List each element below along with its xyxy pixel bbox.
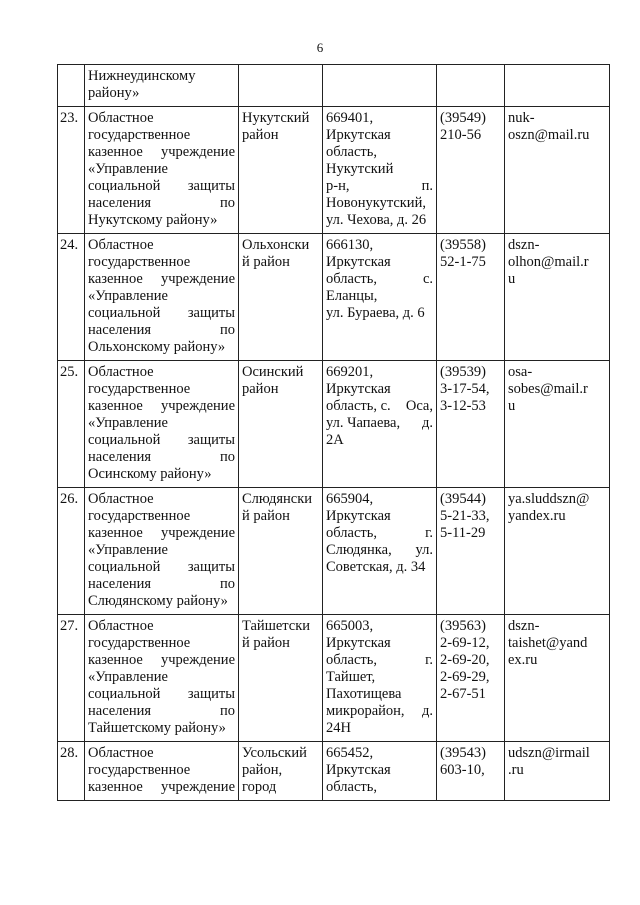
institution-name-line: населения по [88,195,235,211]
address [323,234,437,361]
phone-line: 210-56 [440,127,482,143]
institution-name [85,361,239,488]
institution-name-line: государственное [88,762,191,778]
district [239,488,323,615]
institution-name [85,488,239,615]
email-line: osa- [508,364,533,380]
institution-name-line: «Управление [88,415,168,431]
district [239,615,323,742]
institution-name-line: государственное [88,127,191,143]
row-number [58,65,85,107]
email [505,742,610,801]
address-line: Иркутская [326,254,391,270]
table-row [58,107,610,234]
institutions-table [57,64,610,801]
address [323,742,437,801]
page-number: 6 [316,40,324,55]
phone-line: (39544) [440,491,486,507]
district-line: Усольский [242,745,307,761]
institution-name-line: Областное [88,745,154,761]
phone [437,742,505,801]
district [239,742,323,801]
district-line: й район [242,508,290,524]
institution-name-line: «Управление [88,288,168,304]
table-row [58,361,610,488]
district [239,65,323,107]
address [323,65,437,107]
institution-name-line: Областное [88,364,154,380]
district-line: район, [242,762,283,778]
email-line: dszn- [508,237,540,253]
phone-line: 603-10, [440,762,485,778]
address-line: область, г. [326,525,433,541]
address-line: Пахотищева [326,686,402,702]
phone-line: (39539) [440,364,486,380]
institution-name-line: социальной защиты [88,305,235,321]
row-number-line: 26. [60,491,79,507]
email-line: ex.ru [508,652,538,668]
phone-line: 2-67-51 [440,686,486,702]
email-line: nuk- [508,110,535,126]
email-line: udszn@irmail [508,745,590,761]
table-row-continued [58,65,610,107]
institution-name-line: Ольхонскому району» [88,339,226,355]
email-line: ya.sluddszn@ [508,491,590,507]
row-number-line: 27. [60,618,79,634]
institution-name-line: социальной защиты [88,559,235,575]
district-line: город [242,779,277,795]
institution-name-line: «Управление [88,542,168,558]
institution-name-line: государственное [88,381,191,397]
email-line: taishet@yand [508,635,588,651]
address-line: 2А [326,432,344,448]
table-row [58,742,610,801]
address-line: область, [326,779,377,795]
address-line: Тайшет, [326,669,376,685]
address-line: область, г. [326,652,433,668]
institution-name-line: Тайшетскому району» [88,720,226,736]
phone-line: 2-69-12, [440,635,490,651]
phone [437,488,505,615]
institution-name-line: району» [88,85,140,101]
address-line: микрорайон, д. [326,703,433,719]
address-line: Советская, д. 34 [326,559,426,575]
row-number-line: 23. [60,110,79,126]
email-line: u [508,398,516,414]
address-line: 669201, [326,364,374,380]
institution-name-line: Областное [88,618,154,634]
address-line: р-н, п. [326,178,433,194]
address-line: ул. Чехова, д. 26 [326,212,427,228]
institution-name-line: государственное [88,254,191,270]
district-line: Ольхонски [242,237,310,253]
address-line: 666130, [326,237,374,253]
institution-name-line: казенное учреждение [88,144,235,160]
address-line: Иркутская [326,381,391,397]
row-number [58,234,85,361]
institution-name-line: населения по [88,703,235,719]
phone-line: (39563) [440,618,486,634]
email [505,361,610,488]
institution-name-line: казенное учреждение [88,398,235,414]
row-number [58,615,85,742]
institution-name-line: казенное учреждение [88,652,235,668]
email-line: oszn@mail.ru [508,127,590,143]
row-number [58,107,85,234]
institution-name-line: Слюдянскому району» [88,593,228,609]
email-line: olhon@mail.r [508,254,589,270]
email-line: sobes@mail.r [508,381,588,397]
address-line: 24Н [326,720,351,736]
district-line: район [242,127,279,143]
address-line: ул. Бураева, д. 6 [326,305,425,321]
address-line: Иркутская [326,127,391,143]
address-line: Еланцы, [326,288,378,304]
address-line: Иркутская [326,508,391,524]
district-line: Осинский [242,364,304,380]
address [323,615,437,742]
address-line: 665003, [326,618,374,634]
row-number-line: 25. [60,364,79,380]
institution-name [85,742,239,801]
address [323,488,437,615]
institution-name-line: государственное [88,508,191,524]
table-row [58,488,610,615]
institution-name-line: социальной защиты [88,686,235,702]
institution-name-line: Областное [88,491,154,507]
address-line: 665452, [326,745,374,761]
address-line: область, [326,144,377,160]
district [239,234,323,361]
district-line: й район [242,254,290,270]
phone-line: 3-12-53 [440,398,486,414]
district [239,361,323,488]
address-line: Иркутская [326,762,391,778]
institution-name-line: казенное учреждение [88,271,235,287]
institution-name [85,615,239,742]
email [505,615,610,742]
phone-line: (39558) [440,237,486,253]
institution-name-line: казенное учреждение [88,779,235,795]
institution-name-line: Нукутскому району» [88,212,218,228]
address [323,361,437,488]
address-line: 665904, [326,491,374,507]
institution-name-line: Областное [88,110,154,126]
district-line: район [242,381,279,397]
institution-name [85,65,239,107]
address-line: Новонукутский, [326,195,426,211]
district-line: й район [242,635,290,651]
institution-name-line: населения по [88,576,235,592]
address-line: 669401, [326,110,374,126]
phone [437,65,505,107]
row-number [58,361,85,488]
phone [437,107,505,234]
email [505,107,610,234]
address-line: Иркутская [326,635,391,651]
phone-line: (39543) [440,745,486,761]
row-number [58,488,85,615]
institution-name-line: Осинскому району» [88,466,212,482]
email [505,65,610,107]
phone-line: 5-11-29 [440,525,486,541]
institution-name-line: «Управление [88,669,168,685]
email [505,488,610,615]
phone-line: (39549) [440,110,486,126]
institution-name [85,107,239,234]
address-line: ул. Чапаева, д. [326,415,433,431]
institution-name [85,234,239,361]
email-line: u [508,271,516,287]
district [239,107,323,234]
district-line: Слюдянски [242,491,313,507]
phone-line: 52-1-75 [440,254,486,270]
institution-name-line: социальной защиты [88,432,235,448]
phone [437,615,505,742]
address-line: Нукутский [326,161,394,177]
phone [437,234,505,361]
row-number [58,742,85,801]
table-row [58,234,610,361]
institution-name-line: Областное [88,237,154,253]
institution-name-line: социальной защиты [88,178,235,194]
phone-line: 3-17-54, [440,381,490,397]
institution-name-line: «Управление [88,161,168,177]
district-line: Тайшетски [242,618,311,634]
institution-name-line: населения по [88,449,235,465]
email [505,234,610,361]
row-number-line: 24. [60,237,79,253]
address-line: область, с. [326,271,433,287]
phone-line: 2-69-20, [440,652,490,668]
phone-line: 5-21-33, [440,508,490,524]
email-line: yandex.ru [508,508,566,524]
phone [437,361,505,488]
address-line: область, с. Оса, [326,398,433,414]
table-row [58,615,610,742]
institution-name-line: Нижнеудинскому [88,68,196,84]
institution-name-line: государственное [88,635,191,651]
email-line: dszn- [508,618,540,634]
institution-name-line: населения по [88,322,235,338]
address-line: Слюдянка, ул. [326,542,433,558]
institution-name-line: казенное учреждение [88,525,235,541]
phone-line: 2-69-29, [440,669,490,685]
district-line: Нукутский [242,110,310,126]
address [323,107,437,234]
email-line: .ru [508,762,524,778]
row-number-line: 28. [60,745,79,761]
